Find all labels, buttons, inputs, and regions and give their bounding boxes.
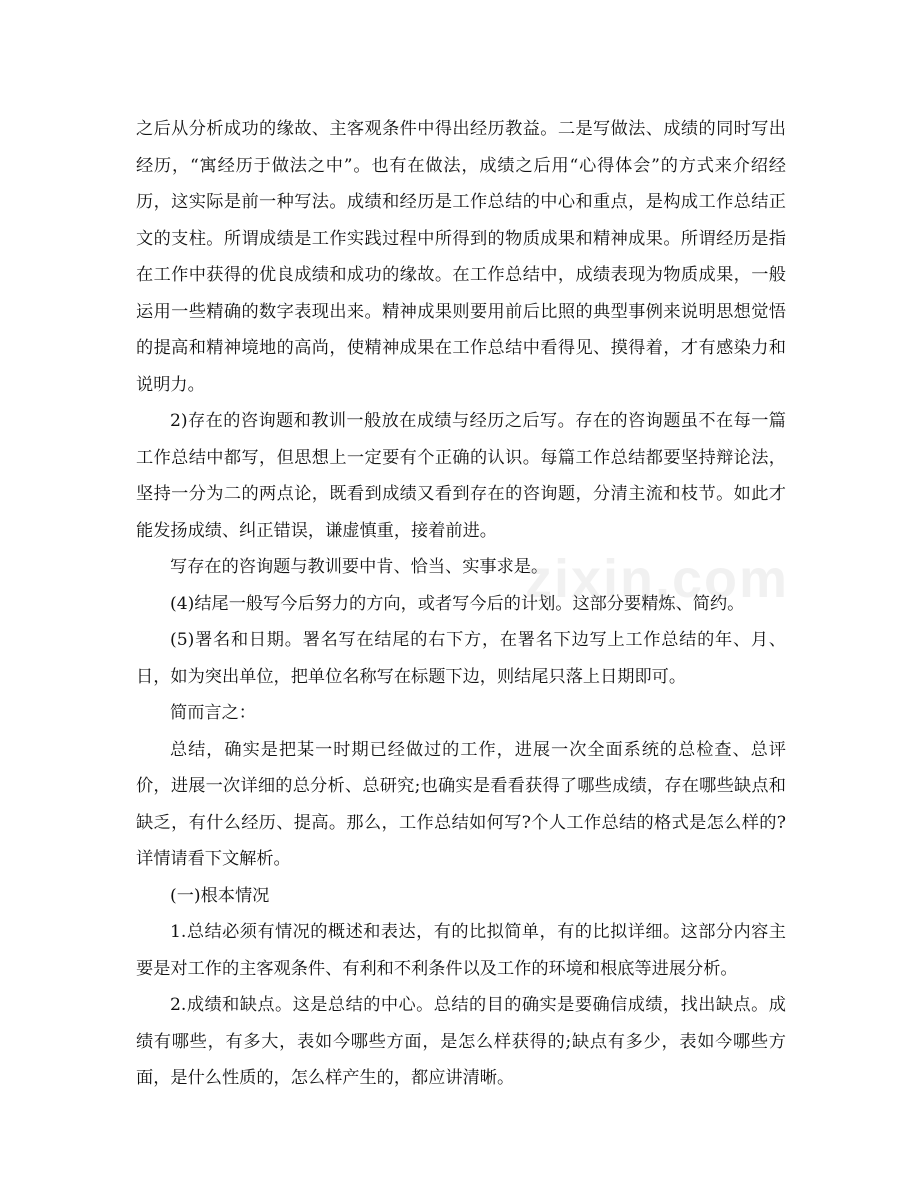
paragraph-problems-note: 写存在的咨询题与教训要中肯、恰当、实事求是。 [170,557,549,577]
paragraph-in-short: 简而言之： [170,703,256,723]
paragraph-summary-definition: 总结，确实是把某一时期已经做过的工作，进展一次全面系统的总检查、总评价，进展一次详细的总分析、总研究;也确实是看看获得了哪些成绩，存在哪些缺点和缺乏，有什么经历、提高。那么，工作总结如何写?个人工作总结的格式是怎么样的?详情请看下文解析。 [136,739,786,869]
paragraph-item-2: 2.成绩和缺点。这是总结的中心。总结的目的确实是要确信成绩，找出缺点。成绩有哪些，有多大，表如今哪些方面，是怎么样获得的;缺点有多少，表如今哪些方面，是什么性质的，怎么样产生的，都应讲清晰。 [136,995,786,1088]
paragraph-ending: (4)结尾一般写今后努力的方向，或者写今后的计划。这部分要精炼、简约。 [170,593,745,614]
paragraph-continuation: 之后从分析成功的缘故、主客观条件中得出经历教益。二是写做法、成绩的同时写出经历，“寓经历于做法之中”。也有在做法，成绩之后用“心得体会”的方式来介绍经历，这实际是前一种写法。成绩和经历是工作总结的中心和重点，是构成工作总结正文的支柱。所谓成绩是工作实践过程中所得到的物质成果和精神成果。所谓经历是指在工作中获得的优良成绩和成功的缘故。在工作总结中，成绩表现为物质成果，一般运用一些精确的数字表现出来。精神成果则要用前后比照的典型事例来说明思想觉悟的提高和精神境地的高尚，使精神成果在工作总结中看得见、摸得着，才有感染力和说明力。 [136,119,786,395]
paragraph-item-1: 1.总结必须有情况的概述和表达，有的比拟简单，有的比拟详细。这部分内容主要是对工作的主客观条件、有利和不利条件以及工作的环境和根底等进展分析。 [136,922,786,979]
document-body [136,111,786,1097]
watermark: zixin.com [525,549,790,609]
paragraph-problems-lessons: 2)存在的咨询题和教训一般放在成绩与经历之后写。存在的咨询题虽不在每一篇工作总结中都写，但思想上一定要有个正确的认识。每篇工作总结都要坚持辩论法，坚持一分为二的两点论，既看到成绩又看到存在的咨询题，分清主流和枝节。如此才能发扬成绩、纠正错误，谦虚慎重，接着前进。 [136,411,786,541]
paragraph-signature-date: (5)署名和日期。署名写在结尾的右下方，在署名下边写上工作总结的年、月、日，如为突出单位，把单位名称写在标题下边，则结尾只落上日期即可。 [136,630,786,687]
section-heading-basic-situation: (一)根本情况 [170,885,270,906]
